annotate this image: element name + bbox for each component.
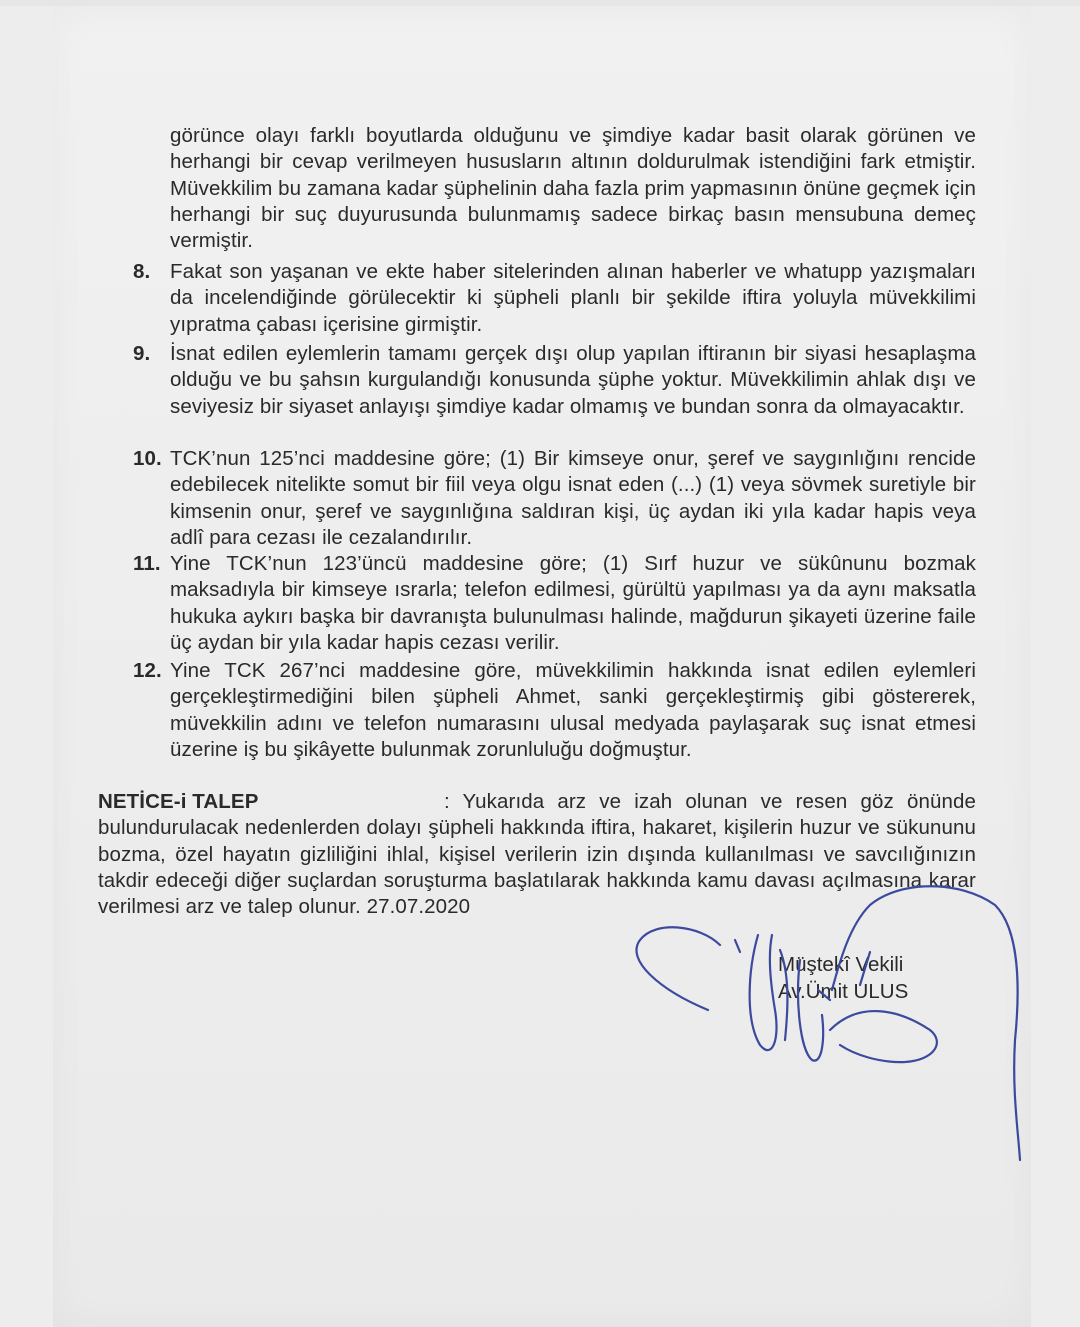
item-number: 11.: [133, 552, 161, 575]
right-margin: [1031, 6, 1080, 1327]
item-number: 8.: [133, 260, 151, 283]
item-text: Fakat son yaşanan ve ekte haber sitelerinden alınan haberler ve whatupp yazışmaları da incelendiğinde görülecektir ki şüpheli planlı bir şekilde iftira yoluyla müvekkilimi yıpratma çabası içerisine girmiştir.: [170, 260, 976, 336]
item-number: 10.: [133, 447, 162, 470]
signature-name: Av.Ümit ULUS: [778, 980, 909, 1003]
signature-role: Müştekî Vekili: [778, 953, 904, 976]
netice-heading: NETİCE-i TALEP: [98, 790, 259, 813]
intro-paragraph: görünce olayı farklı boyutlarda olduğunu ve şimdiye kadar basit olarak görünen ve herhangi bir cevap verilmeyen hususların altının doldurulmak istendiğini fark etmiştir. Müvekkilim bu zamana kadar şüphelinin daha fazla prim yapmasının önüne geçmek için herhangi bir suç duyurusunda bulunmamış sadece birkaç basın mensubuna demeç vermiştir.: [170, 124, 976, 253]
netice-body: bulundurulacak nedenlerden dolayı şüpheli hakkında iftira, hakaret, kişilerin huzur ve sükununu bozma, özel hayatın gizliliğini ihlal, kişisel verilerin izin dışında kullanılması ve savcılığınızın takdir edeceği diğer suçlardan soruşturma başlatılarak hakkında kamu davası açılmasına karar verilmesi arz ve talep olunur. 27.07.2020: [98, 816, 976, 919]
item-text: İsnat edilen eylemlerin tamamı gerçek dışı olup yapılan iftiranın bir siyasi hesaplaşma olduğu ve bu şahsın kurgulandığı konusunda şüphe yoktur. Müvekkilimin ahlak dışı ve seviyesiz bir siyaset anlayışı şimdiye kadar olmamış ve bundan sonra da olmayacaktır.: [170, 342, 976, 418]
item-text: TCK’nun 125’nci maddesine göre; (1) Bir kimseye onur, şeref ve saygınlığını rencide edebilecek nitelikte somut bir fiil veya olgu isnat eden (...) (1) veya sövmek suretiyle bir kimsenin onur, şeref ve saygınlığına saldıran kişi, üç aydan iki yıla kadar hapis veya adlî para cezası ile cezalandırılır.: [170, 447, 976, 549]
netice-first-line: : Yukarıda arz ve izah olunan ve resen göz önünde: [444, 790, 976, 813]
item-number: 9.: [133, 342, 151, 365]
left-margin: [0, 6, 53, 1327]
item-number: 12.: [133, 659, 162, 682]
item-text: Yine TCK’nun 123’üncü maddesine göre; (1) Sırf huzur ve sükûnunu bozmak maksadıyla bir kimseye ısrarla; telefon edilmesi, gürültü yapılması ya da aynı maksatla hukuka aykırı başka bir davranışta bulunulması halinde, mağdurun şikayeti üzerine faile üç aydan bir yıla kadar hapis cezası verilir.: [170, 552, 976, 654]
item-text: Yine TCK 267’nci maddesine göre, müvekkilimin hakkında isnat edilen eylemleri gerçekleştirmediğini bilen şüpheli Ahmet, sanki gerçekleştirmiş gibi göstererek, müvekkilin adını ve telefon numarasını ulusal medyada paylaşarak suç isnat etmesi üzerine iş bu şikâyette bulunmak zorunluluğu doğmuştur.: [170, 659, 976, 761]
